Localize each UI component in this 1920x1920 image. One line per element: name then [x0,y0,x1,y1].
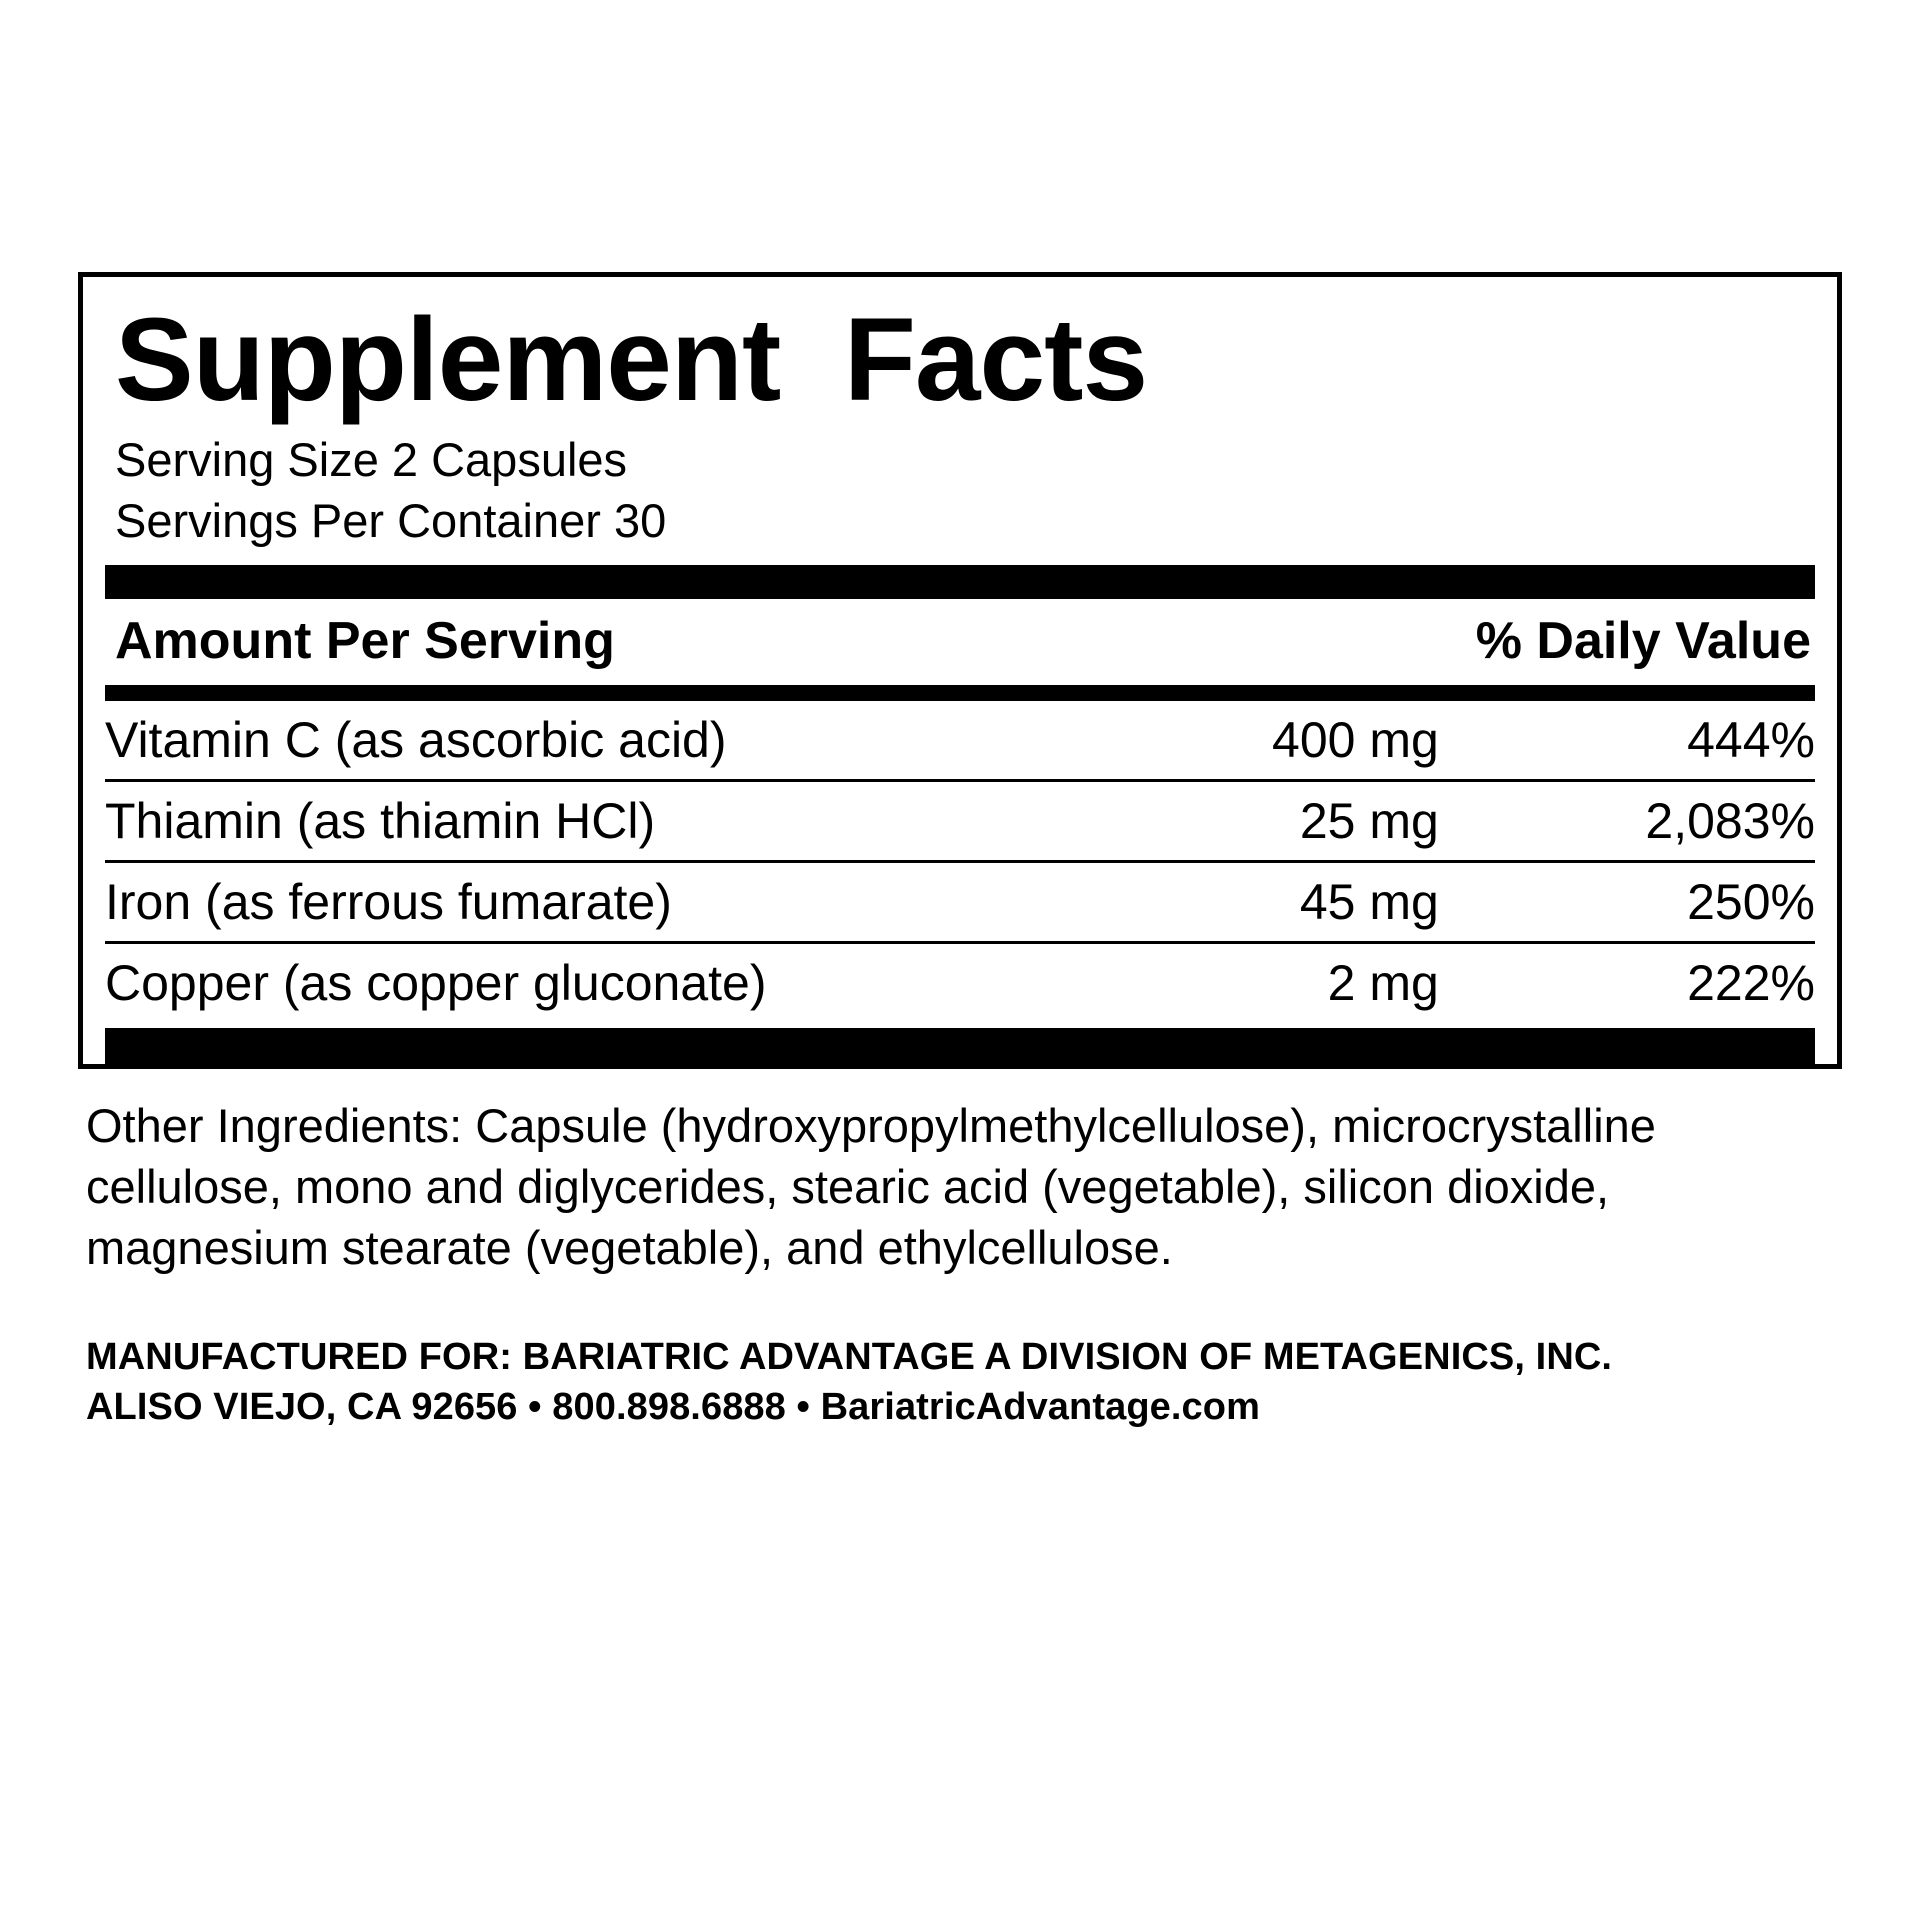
table-row [105,861,1815,942]
page-title: Supplement Facts [115,294,1148,426]
manufacturer-line-1: MANUFACTURED FOR: BARIATRIC ADVANTAGE A DIVISION OF METAGENICS, INC. [86,1336,1613,1379]
daily-value-header: % Daily Value [1475,611,1811,670]
supplement-facts-panel [78,272,1842,1432]
manufacturer-info [86,1332,1842,1432]
nutrient-amount: 45 mg [1097,861,1439,942]
supplement-facts-box [78,272,1842,1069]
manufacturer-line-2: ALISO VIEJO, CA 92656 • 800.898.6888 • BariatricAdvantage.com [86,1386,1260,1429]
nutrient-daily-value: 444% [1439,701,1815,781]
divider-thick-top [105,565,1815,599]
nutrient-name: Thiamin (as thiamin HCl) [105,780,1097,861]
serving-size-text: Serving Size 2 Capsules [115,433,628,487]
servings-per-container-text: Servings Per Container 30 [115,493,667,547]
nutrients-table [105,701,1815,1022]
table-header-row [105,599,1815,677]
divider-thick-bottom [105,1028,1815,1064]
nutrient-amount: 2 mg [1327,954,1439,1011]
nutrient-daily-value: 250% [1439,861,1815,942]
divider-mid [105,685,1815,701]
table-row [105,701,1815,781]
table-row [105,780,1815,861]
nutrient-amount: 400 mg [1097,701,1439,781]
nutrient-name: Vitamin C (as ascorbic acid) [105,701,1097,781]
nutrient-amount: 25 mg [1097,780,1439,861]
nutrient-daily-value: 2,083% [1439,780,1815,861]
nutrient-name: Copper (as copper gluconate) [105,954,767,1011]
nutrient-daily-value: 222% [1687,954,1815,1011]
nutrient-name: Iron (as ferrous fumarate) [105,861,1097,942]
other-ingredients-text: Other Ingredients: Capsule (hydroxypropylmethylcellulose), microcrystalline cellulose, mono and diglycerides, stearic acid (vegetable), silicon dioxide, magnesium stearate (vegetable), and ethylcellulose. [86,1098,1656,1274]
amount-per-serving-header: Amount Per Serving [115,611,615,670]
table-row [105,942,1815,1022]
